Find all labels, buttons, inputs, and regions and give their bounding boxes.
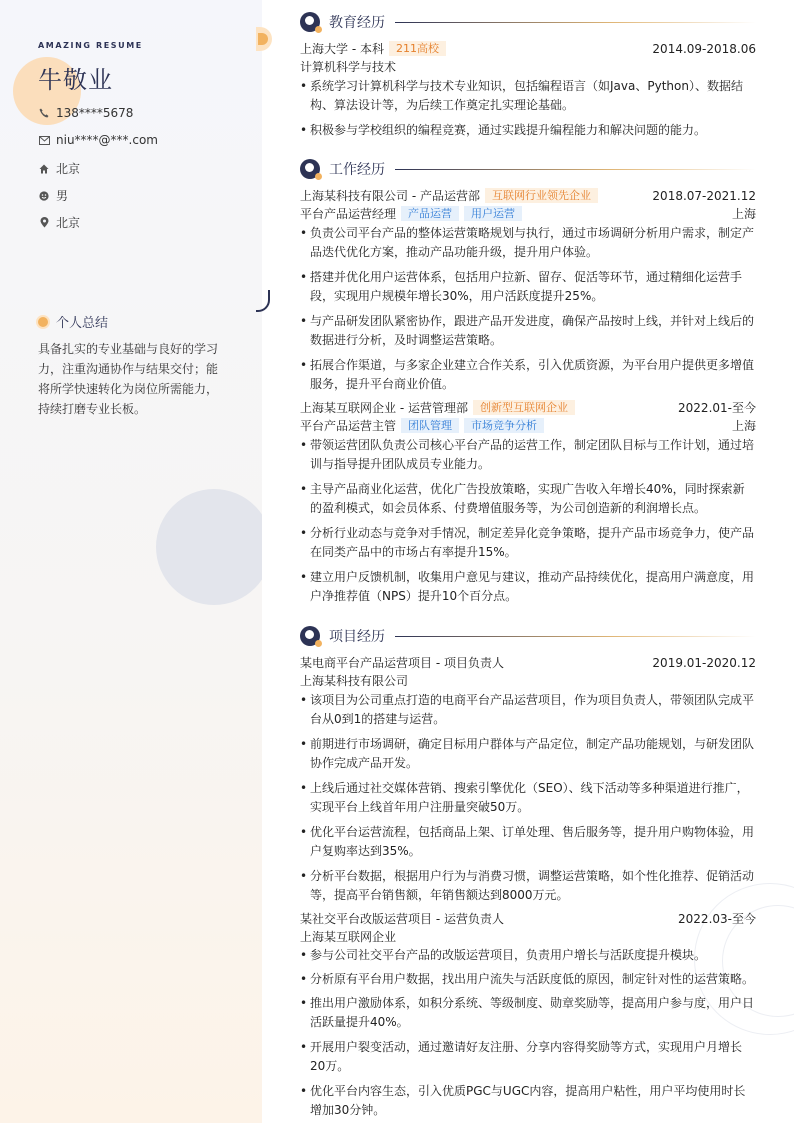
job-row bbox=[300, 399, 756, 416]
section-heading-work bbox=[300, 158, 756, 180]
company-tag: 创新型互联网企业 bbox=[473, 400, 575, 415]
company-tag: 互联网行业领先企业 bbox=[485, 188, 598, 203]
contact-value: 北京 bbox=[56, 162, 81, 176]
contact-gender bbox=[38, 187, 68, 204]
list-item: • 前期进行市场调研，确定目标用户群体与产品定位，制定产品功能规划，与研发团队协作完成产品开发。 bbox=[300, 737, 755, 770]
list-item: • 开展用户裂变活动，通过邀请好友注册、分享内容得奖励等方式，实现用户月增长20万。 bbox=[300, 1040, 743, 1073]
project-name: 某电商平台产品运营项目 - 项目负责人 bbox=[300, 656, 504, 670]
candidate-name: 牛敬业 bbox=[38, 66, 113, 94]
section-divider bbox=[395, 636, 756, 637]
decorative-circle bbox=[156, 489, 262, 605]
skill-tag: 产品运营 bbox=[401, 206, 459, 221]
list-item: • 参与公司社交平台产品的改版运营项目，负责用户增长与活跃度提升模块。 bbox=[300, 948, 707, 962]
position-row bbox=[300, 417, 756, 434]
list-item: • 系统学习计算机科学与技术专业知识，包括编程语言（如Java、Python）、数据结构、算法设计等，为后续工作奠定扎实理论基础。 bbox=[300, 79, 743, 112]
list-item: • 分析平台数据，根据用户行为与消费习惯，调整运营策略，如个性化推荐、促销活动等，提高平台销售额，年销售额达到8000万元。 bbox=[300, 869, 755, 902]
skill-tag: 市场竞争分析 bbox=[464, 418, 544, 433]
section-divider bbox=[395, 22, 756, 23]
project-name: 某社交平台改版运营项目 - 运营负责人 bbox=[300, 912, 504, 926]
user-gender-icon bbox=[38, 191, 50, 201]
position: 平台产品运营主管 bbox=[300, 419, 397, 433]
contact-location bbox=[38, 214, 80, 231]
list-item: • 建立用户反馈机制，收集用户意见与建议，推动产品持续优化，提高用户满意度，用户净推荐值（NPS）提升10个百分点。 bbox=[300, 570, 755, 603]
sidebar bbox=[0, 0, 262, 1123]
project-row bbox=[300, 910, 756, 927]
section-title: 教育经历 bbox=[329, 15, 385, 31]
list-item: • 带领运营团队负责公司核心平台产品的运营工作，制定团队目标与工作计划，通过培训与指导提升团队成员专业能力。 bbox=[300, 438, 755, 471]
summary-dot-icon bbox=[36, 315, 50, 329]
list-item: • 分析原有平台用户数据，找出用户流失与活跃度低的原因，制定针对性的运营策略。 bbox=[300, 972, 755, 986]
project-org: 上海某科技有限公司 bbox=[300, 674, 409, 688]
position-row bbox=[300, 205, 756, 222]
decorative-arc bbox=[256, 290, 270, 312]
contact-home bbox=[38, 160, 80, 177]
section-heading-projects bbox=[300, 625, 756, 647]
section-icon bbox=[300, 12, 320, 32]
list-item: • 分析行业动态与竞争对手情况，制定差异化竞争策略，提升产品市场竞争力，使产品在同类产品中的市场占有率提升15%。 bbox=[300, 526, 755, 559]
home-icon bbox=[38, 164, 50, 174]
contact-value: 138****5678 bbox=[56, 106, 134, 120]
skill-tag: 团队管理 bbox=[401, 418, 459, 433]
contact-value: 男 bbox=[56, 189, 69, 203]
school-name: 上海大学 - 本科 bbox=[300, 42, 384, 56]
company-name: 上海某科技有限公司 - 产品运营部 bbox=[300, 189, 480, 203]
job-date: 2022.01-至今 bbox=[678, 401, 756, 415]
list-item: • 推出用户激励体系，如积分系统、等级制度、勋章奖励等，提高用户参与度，用户日活跃量提升40%。 bbox=[300, 996, 755, 1029]
section-heading-education bbox=[300, 11, 756, 33]
project-date: 2022.03-至今 bbox=[678, 912, 756, 926]
phone-icon bbox=[38, 108, 50, 118]
list-item: • 优化平台内容生态，引入优质PGC与UGC内容，提高用户粘性，用户平均使用时长增加30分钟。 bbox=[300, 1084, 746, 1117]
list-item: • 该项目为公司重点打造的电商平台产品运营项目，作为项目负责人，带领团队完成平台从0到1的搭建与运营。 bbox=[300, 693, 755, 726]
list-item: • 积极参与学校组织的编程竞赛，通过实践提升编程能力和解决问题的能力。 bbox=[300, 123, 707, 137]
education-row bbox=[300, 40, 756, 57]
project-org: 上海某互联网企业 bbox=[300, 930, 397, 944]
job-city: 上海 bbox=[731, 207, 756, 221]
summary-text: 具备扎实的专业基础与良好的学习力，注重沟通协作与结果交付；能将所学快速转化为岗位所需能力，持续打磨专业长板。 bbox=[38, 342, 219, 416]
project-org-row bbox=[300, 928, 756, 945]
contact-value: niu****@***.com bbox=[56, 133, 158, 147]
brand-label: AMAZING RESUME bbox=[38, 41, 143, 50]
job-date: 2018.07-2021.12 bbox=[652, 188, 756, 203]
project-row bbox=[300, 654, 756, 671]
section-divider bbox=[395, 169, 756, 170]
summary-title: 个人总结 bbox=[56, 316, 109, 331]
list-item: • 与产品研发团队紧密协作，跟进产品开发进度，确保产品按时上线，并针对上线后的数据进行分析，及时调整运营策略。 bbox=[300, 314, 755, 347]
contact-email bbox=[38, 133, 158, 147]
list-item: • 搭建并优化用户运营体系，包括用户拉新、留存、促活等环节，通过精细化运营手段，实现用户规模年增长30%，用户活跃度提升25%。 bbox=[300, 270, 743, 303]
school-tag: 211高校 bbox=[389, 41, 446, 56]
section-title: 项目经历 bbox=[329, 629, 385, 645]
project-date: 2019.01-2020.12 bbox=[652, 655, 756, 670]
position: 平台产品运营经理 bbox=[300, 207, 397, 221]
section-title: 工作经历 bbox=[329, 162, 385, 178]
list-item: • 上线后通过社交媒体营销、搜索引擎优化（SEO）、线下活动等多种渠道进行推广，实现平台上线首年用户注册量突破50万。 bbox=[300, 781, 749, 814]
list-item: • 主导产品商业化运营，优化广告投放策略，实现广告收入年增长40%，同时探索新的盈利模式，如会员体系、付费增值服务等，为公司创造新的利润增长点。 bbox=[300, 482, 745, 515]
location-pin-icon bbox=[38, 217, 50, 228]
contact-phone bbox=[38, 106, 133, 120]
summary-heading bbox=[36, 312, 108, 331]
section-icon bbox=[300, 626, 320, 646]
job-city: 上海 bbox=[731, 419, 756, 433]
list-item: • 拓展合作渠道，与多家企业建立合作关系，引入优质资源，为平台用户提供更多增值服务，提升平台商业价值。 bbox=[300, 358, 755, 391]
project-org-row bbox=[300, 672, 756, 689]
major: 计算机科学与技术 bbox=[300, 60, 397, 74]
company-name: 上海某互联网企业 - 运营管理部 bbox=[300, 401, 468, 415]
education-date: 2014.09-2018.06 bbox=[652, 41, 756, 56]
mail-icon bbox=[38, 136, 50, 145]
list-item: • 优化平台运营流程，包括商品上架、订单处理、售后服务等，提升用户购物体验，用户复购率达到35%。 bbox=[300, 825, 755, 858]
job-row bbox=[300, 187, 756, 204]
skill-tag: 用户运营 bbox=[464, 206, 522, 221]
contact-value: 北京 bbox=[56, 216, 81, 230]
major-row bbox=[300, 58, 756, 75]
section-icon bbox=[300, 159, 320, 179]
list-item: • 负责公司平台产品的整体运营策略规划与执行，通过市场调研分析用户需求，制定产品迭代优化方案，推动产品功能升级，提升用户体验。 bbox=[300, 226, 755, 259]
